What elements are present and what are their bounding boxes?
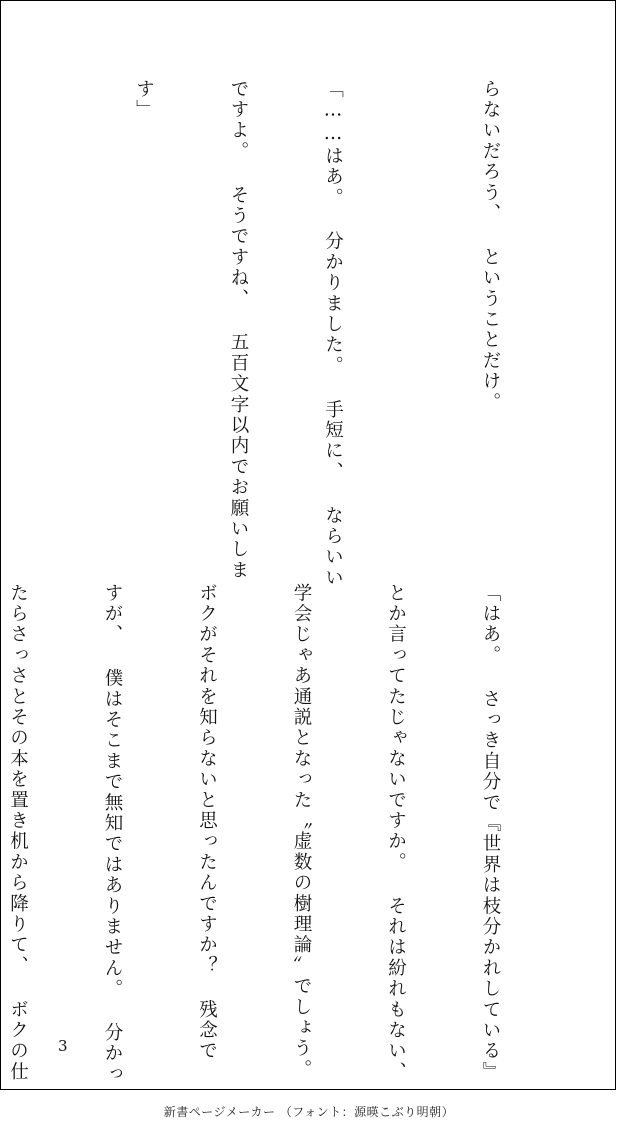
text-column: 「……はあ。 分かりました。 手短に、 ならいい [322,79,344,589]
page-number: 3 [58,1037,68,1055]
text-column: 学会じゃあ通説となった〝虚数の樹理論〟でしょう。 [291,583,312,1080]
text-column: とか言ってたじゃないですか。 それは紛れもない、 [385,583,407,1083]
footer-caption: 新書ページメーカー （フォント：源暎こぶり明朝） [163,1105,455,1119]
lower-text-block [7,583,569,1085]
text-column: ボクがそれを知らないと思ったんですか？ 残念で [196,583,218,1062]
text-column: 「はあ。 さっき自分で『世界は枝分かれしている』 [480,583,501,1083]
text-column: すが、 僕はそこまで無知ではありません。 分かっ [102,583,123,1085]
text-column: ですよ。 そうですね、 五百文字以内でお願いしま [228,79,249,581]
text-column [0,79,2,519]
text-column: す」 [133,79,155,121]
upper-text-block [23,79,569,589]
text-column: たらさっさとその本を置き机から降りて、 ボクの仕 [7,583,29,1083]
text-column: らないだろう、 ということだけ。 [480,79,501,413]
